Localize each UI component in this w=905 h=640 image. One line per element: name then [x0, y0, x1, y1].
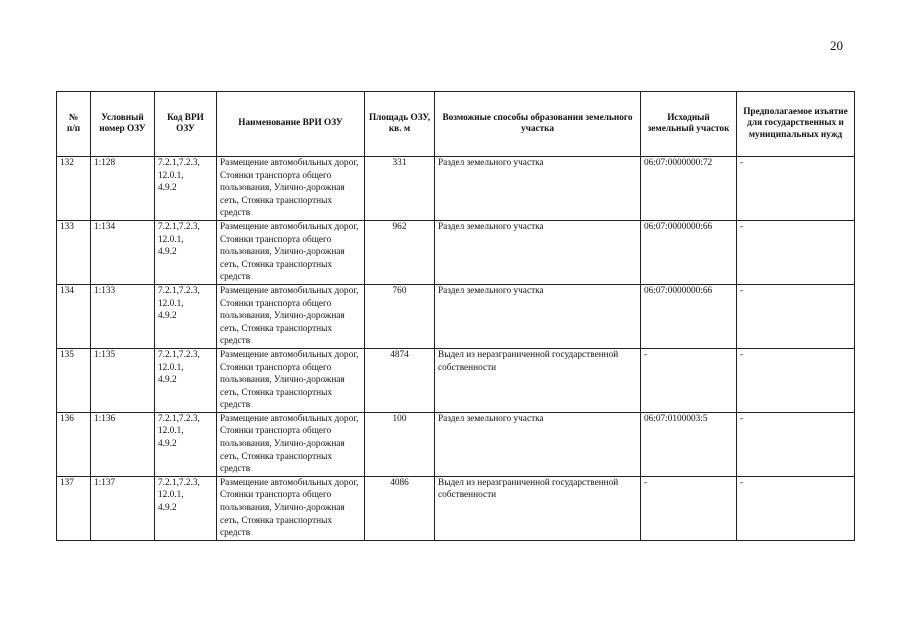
header-method: Возможные способы образования земельного участка — [435, 92, 641, 157]
cell-vri-code-text: 7.2.1,7.2.3, 12.0.1, 4.9.2 — [158, 285, 200, 322]
cell-cond-number-text: 1:133 — [94, 285, 116, 296]
header-cond-number: Условный номер ОЗУ — [91, 92, 155, 157]
cell-vri-code-text: 7.2.1,7.2.3, 12.0.1, 4.9.2 — [158, 413, 200, 450]
table-row — [57, 157, 855, 221]
cell-method-text: Раздел земельного участка — [438, 158, 544, 168]
cell-num — [57, 157, 91, 221]
cell-seizure-text: - — [740, 158, 744, 168]
cell-source-text: 06:07:0000000:66 — [644, 221, 713, 232]
cell-cond-number — [91, 284, 155, 348]
cell-seizure-text: - — [740, 477, 744, 488]
cell-source — [641, 412, 737, 476]
cell-num — [57, 220, 91, 284]
cell-seizure — [737, 220, 855, 284]
cell-vri-name — [217, 220, 365, 284]
page-number: 20 — [830, 38, 843, 53]
cell-area-text: 760 — [392, 285, 407, 296]
cell-method — [435, 284, 641, 348]
cell-method-text: Выдел из неразграниченной государственной собственности — [438, 349, 619, 373]
cell-vri-code — [155, 412, 217, 476]
cell-vri-code — [155, 220, 217, 284]
cell-seizure — [737, 157, 855, 221]
cell-method-text: Раздел земельного участка — [438, 413, 544, 424]
table-row — [57, 348, 855, 412]
cell-cond-number-text: 1:135 — [94, 349, 116, 360]
cell-area — [365, 284, 435, 348]
cell-cond-number-text: 1:128 — [94, 158, 116, 168]
cell-area — [365, 476, 435, 540]
cell-vri-name — [217, 348, 365, 412]
cell-cond-number-text: 1:136 — [94, 413, 116, 424]
cell-vri-code-text: 7.2.1,7.2.3, 12.0.1, 4.9.2 — [158, 349, 200, 386]
cell-source — [641, 348, 737, 412]
cell-method — [435, 476, 641, 540]
cell-method — [435, 348, 641, 412]
cell-vri-code — [155, 157, 217, 221]
cell-num-text: 135 — [60, 349, 74, 360]
cell-source-text: 06:07:0000000:66 — [644, 285, 713, 296]
cell-source — [641, 157, 737, 221]
cell-area — [365, 348, 435, 412]
cell-num-text: 137 — [60, 477, 74, 488]
cell-vri-name-text: Размещение автомобильных дорог, Стоянки транспорта общего пользования, Улично-дорожная сеть, Стоянка транспортных средств — [220, 413, 359, 475]
cell-vri-name-text: Размещение автомобильных дорог, Стоянки транспорта общего пользования, Улично-дорожная сеть, Стоянка транспортных средств — [220, 158, 359, 219]
land-plots-table — [56, 91, 855, 541]
cell-seizure-text: - — [740, 413, 744, 424]
cell-seizure — [737, 412, 855, 476]
header-area: Площадь ОЗУ, кв. м — [365, 92, 435, 157]
cell-vri-code — [155, 348, 217, 412]
cell-area — [365, 157, 435, 221]
cell-cond-number — [91, 412, 155, 476]
header-num-text: № п/п — [66, 112, 81, 134]
header-vri-code: Код ВРИ ОЗУ — [155, 92, 217, 157]
cell-num — [57, 284, 91, 348]
cell-num — [57, 476, 91, 540]
header-vri-name: Наименование ВРИ ОЗУ — [217, 92, 365, 157]
cell-method-text: Раздел земельного участка — [438, 285, 544, 296]
cell-seizure-text: - — [740, 349, 744, 360]
cell-cond-number — [91, 476, 155, 540]
cell-method — [435, 412, 641, 476]
cell-num-text: 136 — [60, 413, 74, 424]
cell-source-text: - — [644, 477, 648, 488]
cell-num — [57, 412, 91, 476]
cell-source — [641, 220, 737, 284]
cell-seizure — [737, 348, 855, 412]
cell-area-text: 4086 — [390, 477, 409, 488]
cell-source — [641, 476, 737, 540]
cell-area — [365, 220, 435, 284]
cell-method — [435, 220, 641, 284]
cell-cond-number — [91, 220, 155, 284]
cell-vri-name — [217, 284, 365, 348]
cell-vri-code — [155, 476, 217, 540]
cell-num — [57, 348, 91, 412]
cell-cond-number-text: 1:137 — [94, 477, 116, 488]
cell-source-text: 06:07:0100003:5 — [644, 413, 708, 424]
cell-vri-name — [217, 157, 365, 221]
cell-vri-code — [155, 284, 217, 348]
header-source: Исходный земельный участок — [641, 92, 737, 157]
cell-cond-number — [91, 348, 155, 412]
cell-method-text: Выдел из неразграниченной государственной собственности — [438, 477, 619, 501]
cell-vri-name — [217, 412, 365, 476]
cell-vri-code-text: 7.2.1,7.2.3, 12.0.1, 4.9.2 — [158, 158, 200, 194]
cell-vri-name-text: Размещение автомобильных дорог, Стоянки транспорта общего пользования, Улично-дорожная сеть, Стоянка транспортных средств — [220, 477, 359, 539]
cell-area-text: 4874 — [390, 349, 409, 360]
cell-num-text: 132 — [60, 158, 74, 168]
cell-vri-code-text: 7.2.1,7.2.3, 12.0.1, 4.9.2 — [158, 221, 200, 258]
cell-source-text: - — [644, 349, 648, 360]
cell-seizure-text: - — [740, 285, 744, 296]
table-body — [57, 157, 855, 541]
header-num — [57, 92, 91, 157]
cell-num-text: 133 — [60, 221, 74, 232]
cell-vri-name-text: Размещение автомобильных дорог, Стоянки транспорта общего пользования, Улично-дорожная сеть, Стоянка транспортных средств — [220, 221, 359, 283]
table-row — [57, 284, 855, 348]
cell-source — [641, 284, 737, 348]
cell-num-text: 134 — [60, 285, 74, 296]
header-row — [57, 92, 855, 157]
cell-vri-name-text: Размещение автомобильных дорог, Стоянки транспорта общего пользования, Улично-дорожная сеть, Стоянка транспортных средств — [220, 349, 359, 411]
cell-area-text: 331 — [392, 158, 407, 168]
cell-source-text: 06:07:0000000:72 — [644, 158, 713, 168]
cell-method — [435, 157, 641, 221]
header-seizure: Предполагаемое изъятие для государственных и муниципальных нужд — [737, 92, 855, 157]
cell-vri-name — [217, 476, 365, 540]
cell-seizure — [737, 284, 855, 348]
cell-vri-code-text: 7.2.1,7.2.3, 12.0.1, 4.9.2 — [158, 477, 200, 514]
cell-cond-number — [91, 157, 155, 221]
cell-method-text: Раздел земельного участка — [438, 221, 544, 232]
cell-vri-name-text: Размещение автомобильных дорог, Стоянки транспорта общего пользования, Улично-дорожная сеть, Стоянка транспортных средств — [220, 285, 359, 347]
cell-area-text: 962 — [392, 221, 407, 232]
table-row — [57, 412, 855, 476]
table-row — [57, 220, 855, 284]
cell-seizure — [737, 476, 855, 540]
cell-cond-number-text: 1:134 — [94, 221, 116, 232]
table-row — [57, 476, 855, 540]
cell-seizure-text: - — [740, 221, 744, 232]
cell-area — [365, 412, 435, 476]
table-header — [57, 92, 855, 157]
cell-area-text: 100 — [392, 413, 407, 424]
